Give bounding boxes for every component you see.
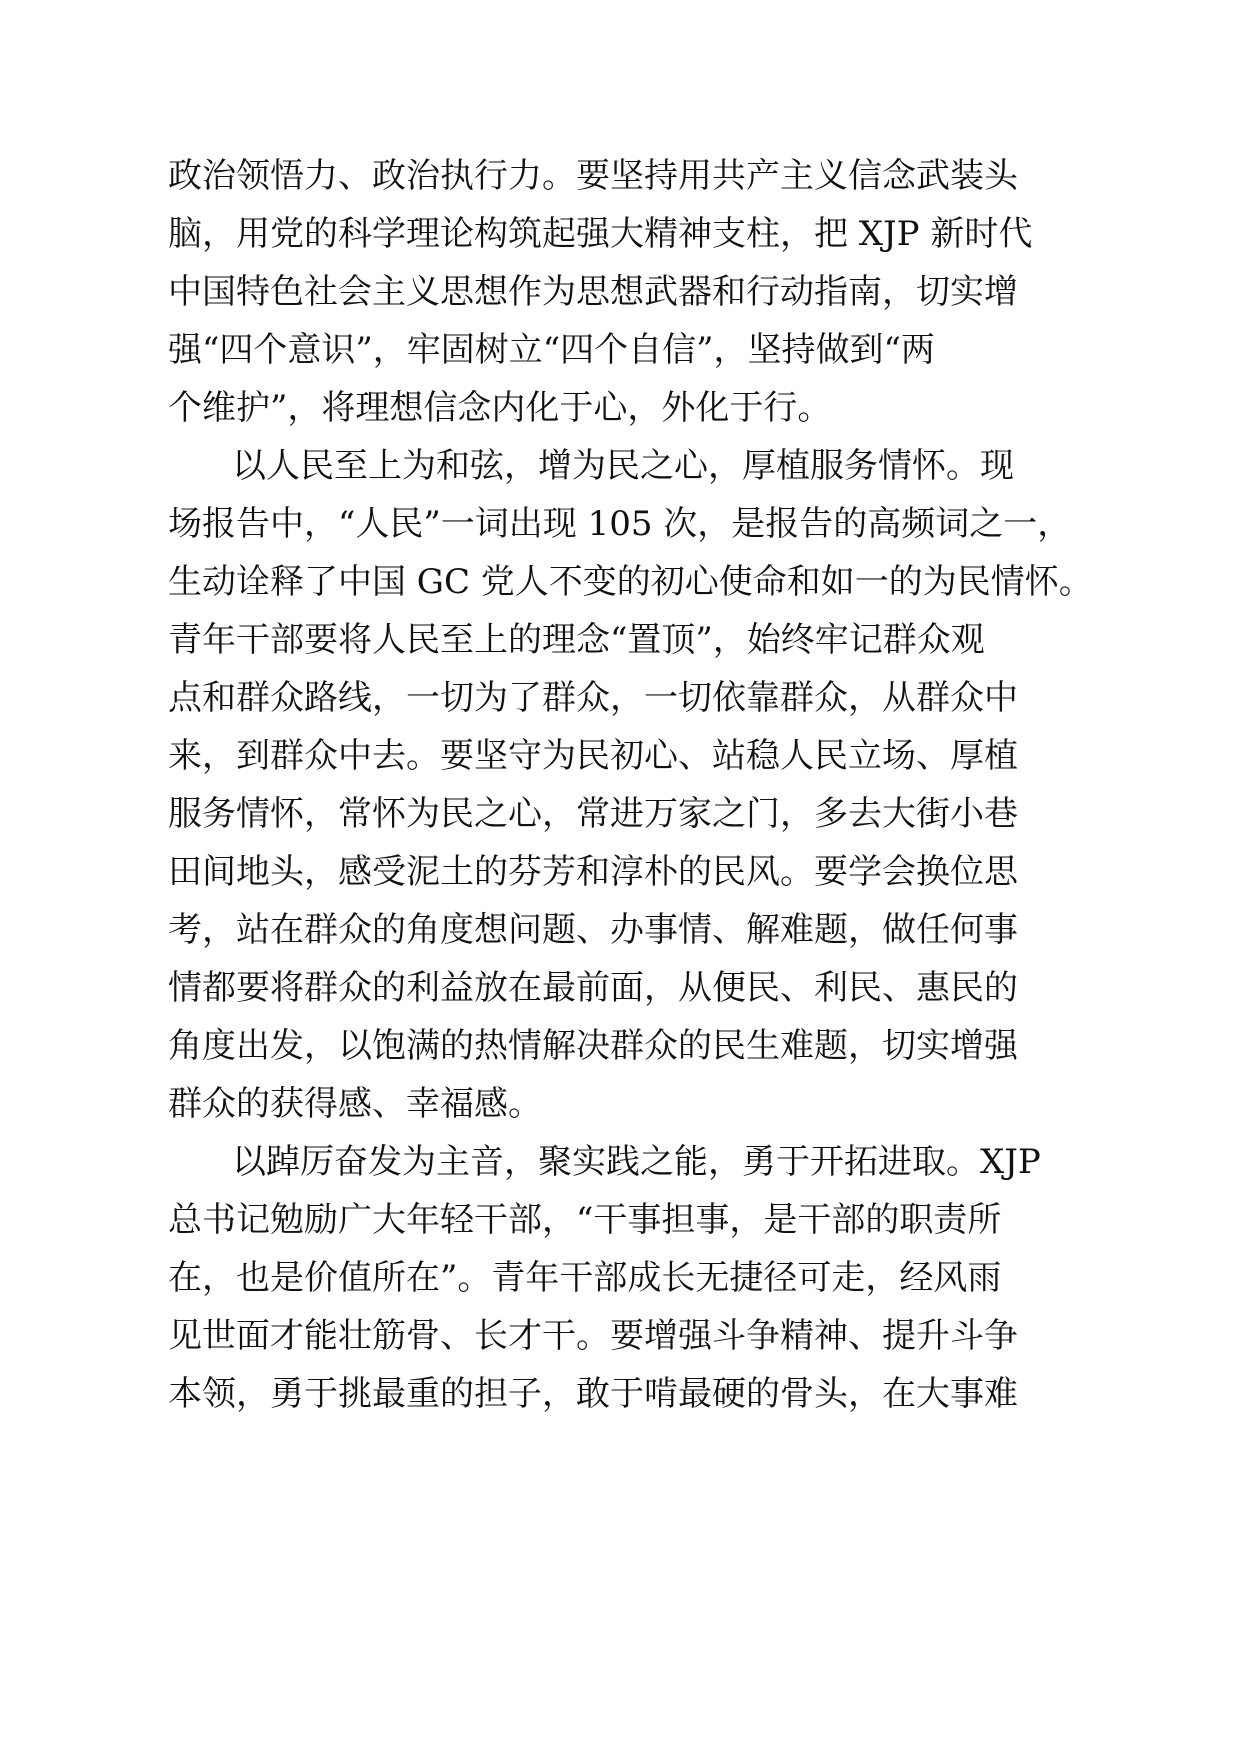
text-line: 来，到群众中去。要坚守为民初心、站稳人民立场、厚植 <box>168 736 1018 776</box>
text-line: 总书记勉励广大年轻干部，“干事担事，是干部的职责所 <box>168 1200 1002 1240</box>
text-line: 角度出发，以饱满的热情解决群众的民生难题，切实增强 <box>168 1026 1018 1066</box>
text-line: 服务情怀，常怀为民之心，常进万家之门，多去大街小巷 <box>168 794 1018 834</box>
text-line: 见世面才能壮筋骨、长才干。要增强斗争精神、提升斗争 <box>168 1316 1018 1356</box>
text-line: 在，也是价值所在”。青年干部成长无捷径可走，经风雨 <box>168 1258 1002 1298</box>
text-line: 本领，勇于挑最重的担子，敢于啃最硬的骨头，在大事难 <box>168 1374 1018 1414</box>
text-line: 情都要将群众的利益放在最前面，从便民、利民、惠民的 <box>168 968 1018 1008</box>
text-line: 中国特色社会主义思想作为思想武器和行动指南，切实增 <box>168 272 1018 312</box>
text-line: 群众的获得感、幸福感。 <box>168 1084 542 1124</box>
text-line: 点和群众路线，一切为了群众，一切依靠群众，从群众中 <box>168 678 1018 718</box>
text-line: 田间地头，感受泥土的芬芳和淳朴的民风。要学会换位思 <box>168 852 1018 892</box>
paragraph-first-line: 以踔厉奋发为主音，聚实践之能，勇于开拓进取。XJP <box>232 1142 1041 1182</box>
paragraph-first-line: 以人民至上为和弦，增为民之心，厚植服务情怀。现 <box>232 446 1014 486</box>
text-line: 强“四个意识”，牢固树立“四个自信”，坚持做到“两 <box>168 330 935 370</box>
text-line: 考，站在群众的角度想问题、办事情、解难题，做任何事 <box>168 910 1018 950</box>
text-line: 场报告中，“人民”一词出现 105 次，是报告的高频词之一， <box>168 504 1072 544</box>
text-line: 青年干部要将人民至上的理念“置顶”，始终牢记群众观 <box>168 620 985 660</box>
text-line: 生动诠释了中国 GC 党人不变的初心使命和如一的为民情怀。 <box>168 562 1093 602</box>
text-line: 脑，用党的科学理论构筑起强大精神支柱，把 XJP 新时代 <box>168 214 1033 254</box>
text-line: 个维护”，将理想信念内化于心，外化于行。 <box>168 388 832 428</box>
text-line: 政治领悟力、政治执行力。要坚持用共产主义信念武装头 <box>168 156 1018 196</box>
